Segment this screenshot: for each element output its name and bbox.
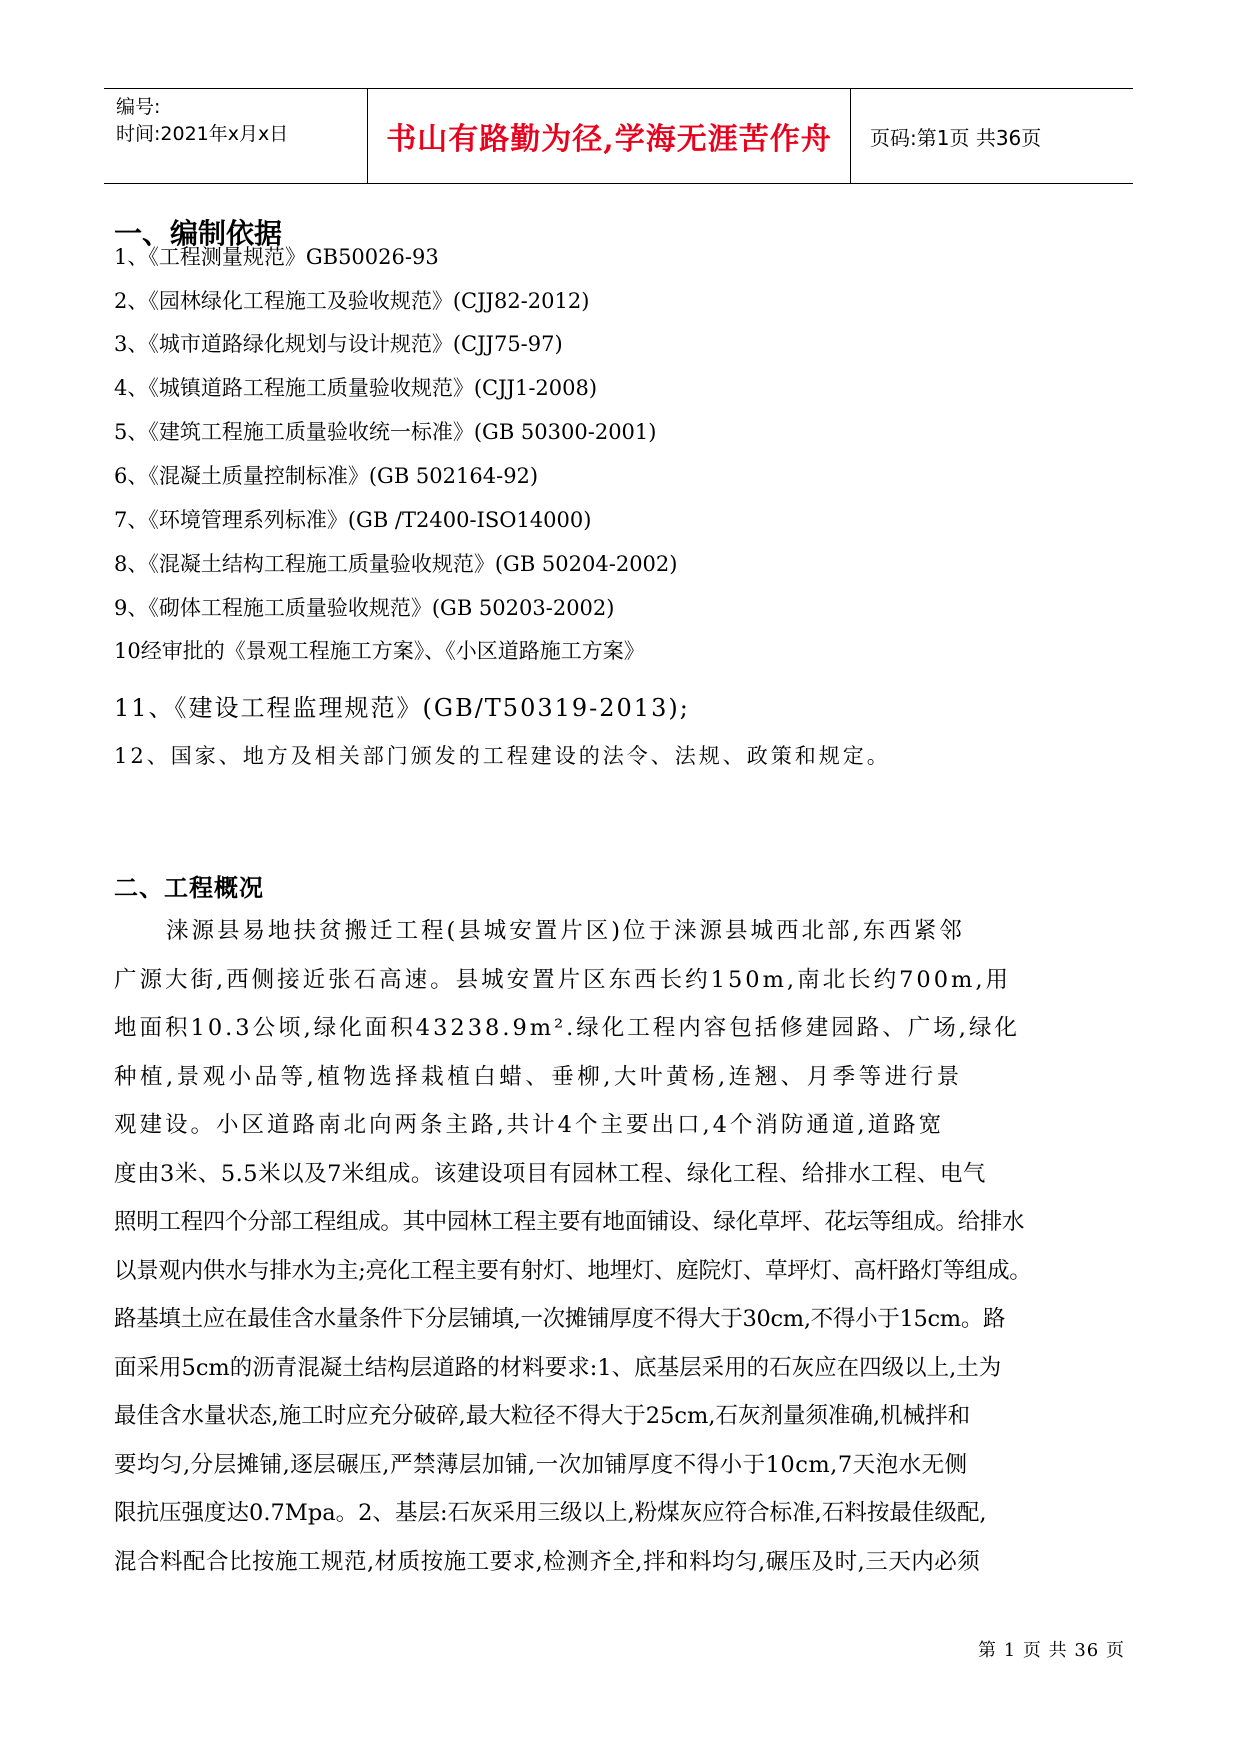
reference-item: 12、国家、地方及相关部门颁发的工程建设的法令、法规、政策和规定。 bbox=[114, 744, 891, 768]
paragraph-line: 面采用5cm的沥青混凝土结构层道路的材料要求:1、底基层采用的石灰应在四级以上,土为 bbox=[114, 1354, 1002, 1381]
header-info-cell bbox=[104, 89, 366, 183]
reference-item: 11、《建设工程监理规范》(GB/T50319-2013); bbox=[114, 694, 690, 722]
paragraph-line: 以景观内供水与排水为主;亮化工程主要有射灯、地埋灯、庭院灯、草坪灯、高杆路灯等组成。 bbox=[114, 1257, 1032, 1284]
doc-time-label: 时间:2021年x月x日 bbox=[116, 123, 289, 145]
document-header bbox=[104, 88, 1133, 184]
paragraph-line: 种植,景观小品等,植物选择栽植白蜡、垂柳,大叶黄杨,连翘、月季等进行景 bbox=[114, 1063, 963, 1090]
paragraph-line: 混合料配合比按施工规范,材质按施工要求,检测齐全,拌和料均匀,碾压及时,三天内必须 bbox=[114, 1548, 981, 1575]
reference-item: 5、《建筑工程施工质量验收统一标准》(GB 50300-2001) bbox=[114, 420, 657, 444]
reference-item: 7、《环境管理系列标准》(GB /T2400-ISO14000) bbox=[114, 508, 592, 532]
paragraph-line: 度由3米、5.5米以及7米组成。该建设项目有园林工程、绿化工程、给排水工程、电气 bbox=[114, 1160, 986, 1187]
project-overview-paragraph bbox=[114, 907, 1134, 1586]
header-motto: 书山有路勤为径,学海无涯苦作舟 bbox=[367, 89, 851, 183]
paragraph-line: 地面积10.3公顷,绿化面积43238.9m².绿化工程内容包括修建园路、广场,绿化 bbox=[114, 1015, 1020, 1041]
paragraph-line: 要均匀,分层摊铺,逐层碾压,严禁薄层加铺,一次加铺厚度不得小于10cm,7天泡水无侧 bbox=[114, 1451, 968, 1478]
doc-number-label: 编号: bbox=[116, 96, 161, 118]
reference-item: 8、《混凝土结构工程施工质量验收规范》(GB 50204-2002) bbox=[114, 552, 678, 576]
header-page-number: 页码:第1页 共36页 bbox=[870, 125, 1042, 150]
paragraph-line: 广源大街,西侧接近张石高速。县城安置片区东西长约150m,南北长约700m,用 bbox=[114, 966, 1012, 993]
paragraph-line: 涞源县易地扶贫搬迁工程(县城安置片区)位于涞源县城西北部,东西紧邻 bbox=[166, 918, 965, 944]
reference-item: 3、《城市道路绿化规划与设计规范》(CJJ75-97) bbox=[114, 332, 563, 356]
section-1-title: 一、编制依据 bbox=[114, 217, 283, 250]
reference-item: 10经审批的《景观工程施工方案》、《小区道路施工方案》 bbox=[114, 639, 645, 663]
paragraph-line: 限抗压强度达0.7Mpa。2、基层:石灰采用三级以上,粉煤灰应符合标准,石料按最佳级配, bbox=[114, 1500, 987, 1526]
paragraph-line: 最佳含水量状态,施工时应充分破碎,最大粒径不得大于25cm,石灰剂量须准确,机械拌和 bbox=[114, 1403, 971, 1429]
section-2-title: 二、工程概况 bbox=[114, 874, 264, 902]
reference-item: 2、《园林绿化工程施工及验收规范》(CJJ82-2012) bbox=[114, 289, 590, 313]
reference-item: 6、《混凝土质量控制标准》(GB 502164-92) bbox=[114, 464, 539, 488]
reference-item: 4、《城镇道路工程施工质量验收规范》(CJJ1-2008) bbox=[114, 376, 598, 400]
paragraph-line: 照明工程四个分部工程组成。其中园林工程主要有地面铺设、绿化草坪、花坛等组成。给排水 bbox=[114, 1209, 1025, 1235]
paragraph-line: 路基填土应在最佳含水量条件下分层铺填,一次摊铺厚度不得大于30cm,不得小于15cm。路 bbox=[114, 1306, 1006, 1332]
paragraph-line: 观建设。小区道路南北向两条主路,共计4个主要出口,4个消防通道,道路宽 bbox=[114, 1112, 945, 1138]
page-footer: 第 1 页 共 36 页 bbox=[978, 1640, 1125, 1661]
reference-item: 9、《砌体工程施工质量验收规范》(GB 50203-2002) bbox=[114, 596, 615, 620]
reference-item: 1、《工程测量规范》GB50026-93 bbox=[114, 245, 439, 269]
